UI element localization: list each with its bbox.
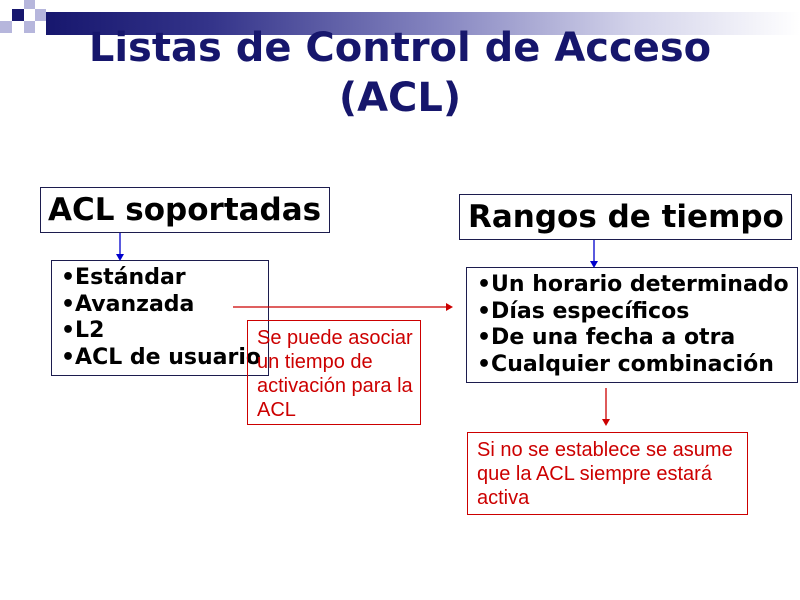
list-item: •Un horario determinado [477,272,789,297]
list-item: •Estándar [61,265,186,290]
acl-soportadas-heading-box [40,187,330,233]
decorative-square [35,9,46,21]
arrow-heading-to-time-list [590,240,598,268]
list-item: •Cualquier combinación [477,352,774,378]
acl-soportadas-heading: ACL soportadas [48,192,322,228]
arrow-time-list-to-note [602,388,610,426]
list-item: •Días específicos [477,298,690,324]
decorative-square [24,0,35,9]
rangos-de-tiempo-heading-box [459,194,792,240]
list-item: •De una fecha a otra [477,325,736,351]
list-item: •L2 [61,318,105,344]
slide-title: Listas de Control de Acceso (ACL) [88,25,712,121]
rangos-de-tiempo-heading: Rangos de tiempo [468,199,784,235]
decorative-square [12,9,24,21]
list-item: •Avanzada [61,291,195,317]
acl-types-list [51,260,269,376]
time-ranges-list [466,267,798,383]
time-association-note: Se puede asociar un tiempo de activación para la ACL [247,320,421,425]
arrow-heading-to-acl-list [116,233,124,261]
list-item: •ACL de usuario [61,345,262,371]
default-active-note: Si no se establece se asume que la ACL siempre estará activa [467,432,748,515]
